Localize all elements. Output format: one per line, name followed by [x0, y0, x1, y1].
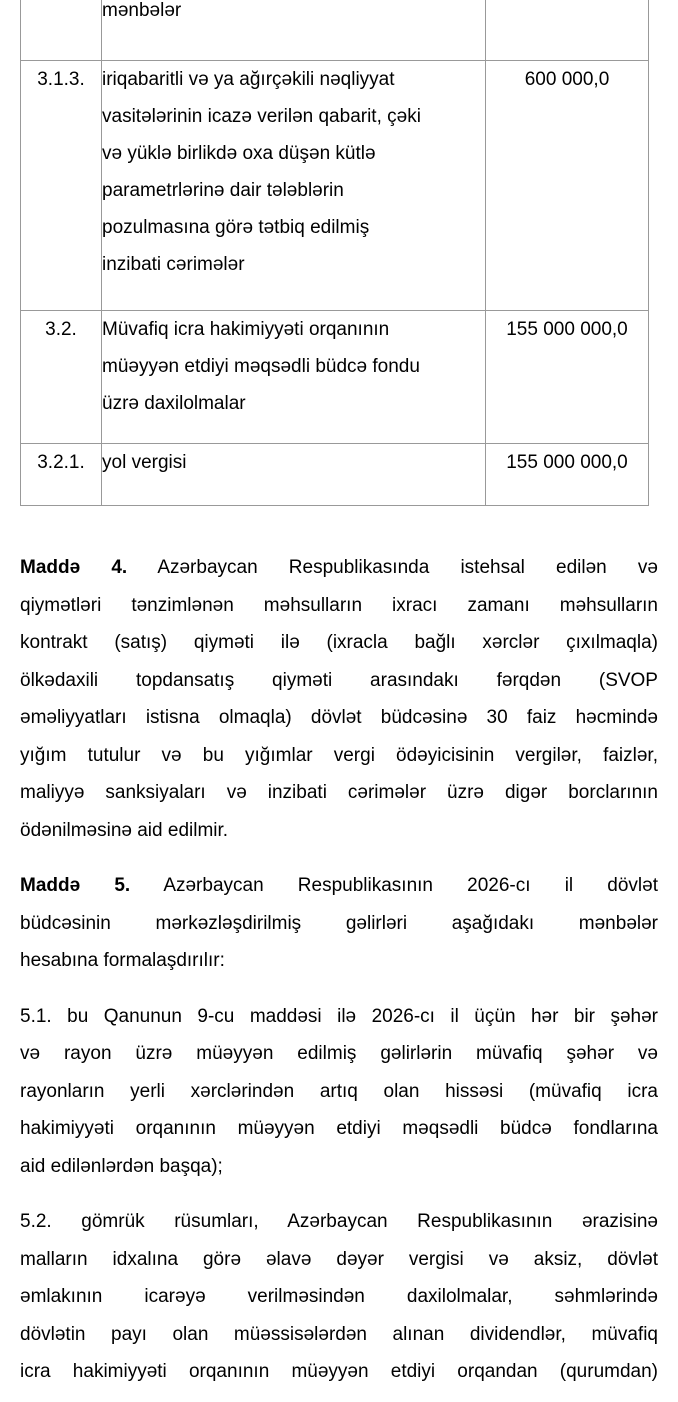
description-line: yol vergisi [102, 452, 187, 473]
table-row [21, 0, 649, 61]
description-line: inzibati cərimələr [102, 254, 245, 275]
row-description-cell [102, 311, 486, 444]
description-line: müəyyən etdiyi məqsədli büdcə fondu [102, 356, 420, 377]
text-segment: Azərbaycan Respublikasının 2026-cı il dövlət [163, 875, 658, 896]
paragraph [20, 867, 658, 980]
text-line: büdcəsinin mərkəzləşdirilmiş gəlirləri aşağıdakı mənbələr [20, 912, 658, 934]
text-line: maliyyə sanksiyaları və inzibati cərimələr üzrə digər borclarının [20, 782, 658, 803]
row-description-cell [102, 444, 486, 506]
description-line: pozulmasına görə tətbiq edilmiş [102, 217, 370, 238]
row-amount-cell: 155 000 000,0 [486, 311, 649, 444]
row-amount-cell: 600 000,0 [486, 61, 649, 311]
text-line: aid edilənlərdən başqa); [20, 1155, 223, 1177]
text-line: 5.1. bu Qanunun 9-cu maddəsi ilə 2026-cı il üçün hər bir şəhər [20, 1005, 658, 1027]
paragraph [20, 998, 658, 1186]
text-line: hakimiyyəti orqanının müəyyən etdiyi məqsədli büdcə fondlarına [20, 1118, 658, 1139]
text-line: malların idxalına görə əlavə dəyər vergisi və aksiz, dövlət [20, 1248, 658, 1270]
paragraph [20, 1203, 658, 1391]
text-line: yığım tutulur və bu yığımlar vergi ödəyicisinin vergilər, faizlər, [20, 744, 658, 766]
row-amount-cell [486, 0, 649, 61]
description-line: mənbələr [102, 0, 182, 21]
row-code-cell: 3.2. [21, 311, 102, 444]
text-line: dövlətin payı olan müəssisələrdən alınan dividendlər, müvafiq [20, 1323, 658, 1345]
table-row [21, 311, 649, 444]
paragraph [20, 549, 658, 849]
row-code-cell: 3.1.3. [21, 61, 102, 311]
text-line: ölkədaxili topdansatış qiyməti arasındakı fərqdən (SVOP [20, 669, 658, 691]
table-row [21, 444, 649, 506]
description-line: Müvafiq icra hakimiyyəti orqanının [102, 319, 390, 340]
text-line [20, 867, 658, 905]
row-description-cell [102, 61, 486, 311]
description-line: üzrə daxilolmalar [102, 393, 246, 414]
text-line [20, 549, 658, 587]
article-number-label: Maddə 5. [20, 875, 131, 896]
description-line: iriqabaritli və ya ağırçəkili nəqliyyat [102, 69, 395, 90]
description-line: vasitələrinin icazə verilən qabarit, çəki [102, 106, 421, 127]
budget-table-container [20, 0, 649, 506]
row-description-cell [102, 0, 486, 61]
text-line: və rayon üzrə müəyyən edilmiş gəlirlərin müvafiq şəhər və [20, 1043, 658, 1064]
row-code-cell [21, 0, 102, 61]
text-line: hesabına formalaşdırılır: [20, 950, 225, 971]
text-line: icra hakimiyyəti orqanının müəyyən etdiyi orqandan (qurumdan) [20, 1361, 658, 1382]
text-line: kontrakt (satış) qiyməti ilə (ixracla bağlı xərclər çıxılmaqla) [20, 632, 658, 653]
text-line: əməliyyatları istisna olmaqla) dövlət büdcəsinə 30 faiz həcmində [20, 707, 658, 728]
article-number-label: Maddə 4. [20, 557, 128, 578]
text-line: 5.2. gömrük rüsumları, Azərbaycan Respublikasının ərazisinə [20, 1211, 658, 1232]
text-line: ödənilməsinə aid edilmir. [20, 819, 229, 841]
table-row [21, 61, 649, 311]
row-amount-cell: 155 000 000,0 [486, 444, 649, 506]
text-segment: Azərbaycan Respublikasında istehsal edilən və [157, 557, 658, 578]
description-line: parametrlərinə dair tələblərin [102, 180, 344, 201]
row-code-cell: 3.2.1. [21, 444, 102, 506]
budget-revenue-table [20, 0, 649, 506]
text-line: qiymətləri tənzimlənən məhsulların ixracı zamanı məhsulların [20, 594, 658, 616]
description-line: və yüklə birlikdə oxa düşən kütlə [102, 143, 376, 164]
text-line: əmlakının icarəyə verilməsindən daxilolmalar, səhmlərində [20, 1286, 658, 1307]
text-line: rayonların yerli xərclərindən artıq olan hissəsi (müvafiq icra [20, 1080, 658, 1102]
article-text-block [20, 549, 658, 1402]
